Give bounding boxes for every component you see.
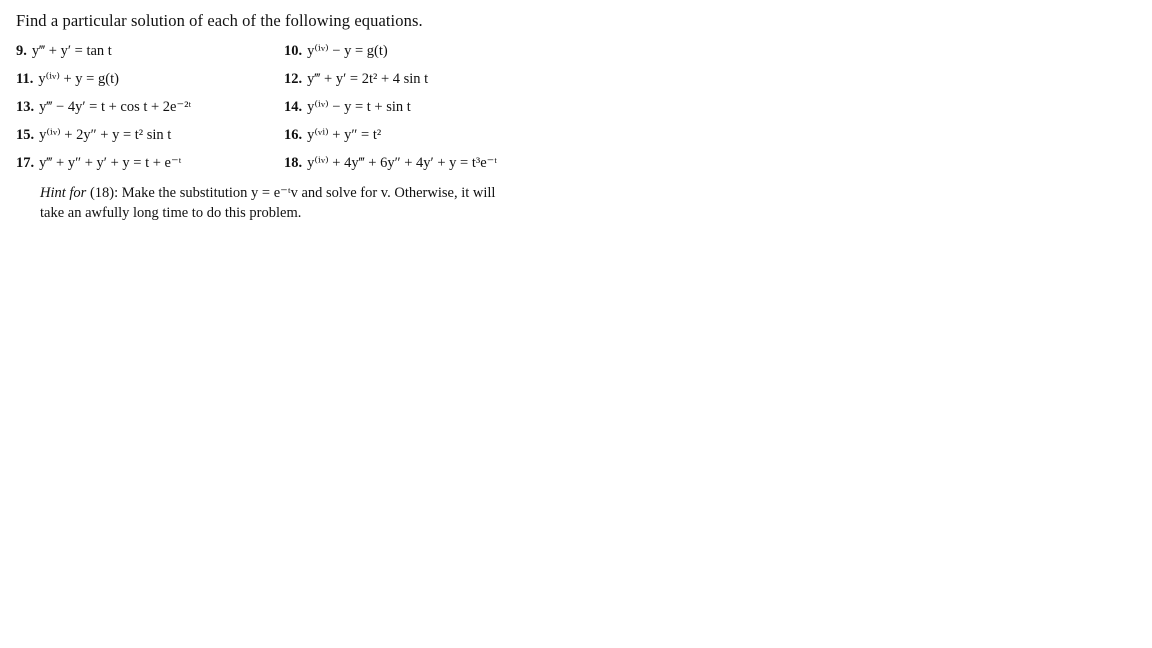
problem-equation: y‴ − 4y′ = t + cos t + 2e⁻²ᵗ [39,99,192,115]
hint-paragraph [40,183,580,223]
problem-equation: y‴ + y″ + y′ + y = t + e⁻ᵗ [39,155,182,171]
problem-number: 11. [16,71,34,87]
problem-equation: y⁽ⁱᵛ⁾ − y = g(t) [307,43,388,59]
problem-16 [284,125,381,145]
hint-line-1 [40,183,580,203]
problem-equation: y⁽ⁱᵛ⁾ + 4y‴ + 6y″ + 4y′ + y = t³e⁻ᵗ [307,155,498,171]
problem-number: 17. [16,155,35,171]
hint-line-2: take an awfully long time to do this problem. [40,205,302,221]
problem-equation: y⁽ᵛⁱ⁾ + y″ = t² [307,127,382,143]
problem-equation: y⁽ⁱᵛ⁾ + 2y″ + y = t² sin t [39,127,172,143]
problem-15 [16,125,171,145]
problem-equation: y⁽ⁱᵛ⁾ − y = t + sin t [307,99,411,115]
problem-18 [284,153,497,173]
problem-17 [16,153,181,173]
problem-number: 18. [284,155,303,171]
problem-number: 10. [284,43,303,59]
problem-equation: y‴ + y′ = 2t² + 4 sin t [307,71,429,87]
problem-14 [284,97,411,117]
problem-10 [284,41,388,61]
problem-equation: y‴ + y′ = tan t [31,43,112,59]
problem-13 [16,97,191,117]
problem-number: 12. [284,71,303,87]
hint-text: (18): Make the substitution y = e⁻ᵗv and solve for v. Otherwise, it will [86,185,496,201]
problem-9 [16,41,112,61]
problem-equation: y⁽ⁱᵛ⁾ + y = g(t) [38,71,119,87]
hint-lead: Hint for [40,185,87,201]
problem-number: 16. [284,127,303,143]
problem-number: 14. [284,99,303,115]
problem-number: 15. [16,127,35,143]
problem-12 [284,69,428,89]
problem-11 [16,69,119,89]
problem-number: 13. [16,99,35,115]
exercise-heading: Find a particular solution of each of the following equations. [16,11,423,30]
problem-number: 9. [16,43,27,59]
